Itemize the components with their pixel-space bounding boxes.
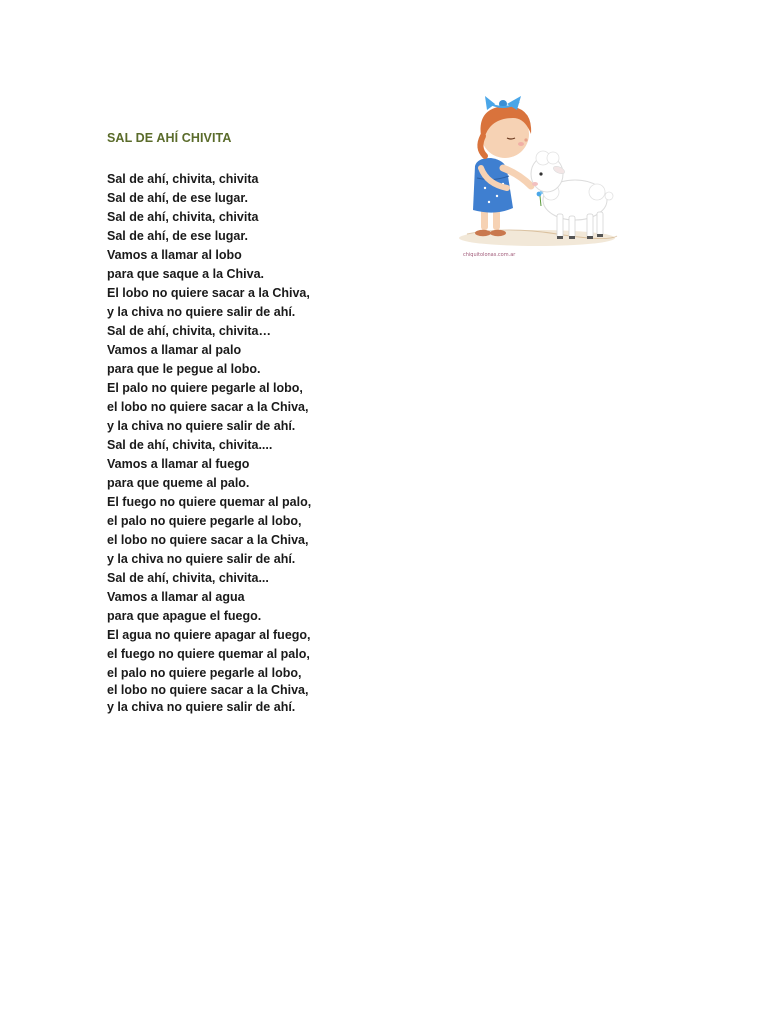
- poem-line: Sal de ahí, chivita, chivita…: [107, 324, 271, 338]
- poem-line: Sal de ahí, chivita, chivita...: [107, 571, 269, 585]
- poem-line: Sal de ahí, de ese lugar.: [107, 229, 249, 243]
- poem-line: El lobo no quiere sacar a la Chiva,: [107, 286, 310, 300]
- poem-line: para que saque a la Chiva.: [107, 267, 265, 281]
- poem-line: y la chiva no quiere salir de ahí.: [107, 419, 296, 433]
- poem-line: el lobo no quiere sacar a la Chiva,: [107, 683, 309, 697]
- poem-line: Vamos a llamar al fuego: [107, 457, 250, 471]
- poem-line: para que le pegue al lobo.: [107, 362, 261, 376]
- poem-line: y la chiva no quiere salir de ahí.: [107, 700, 296, 714]
- poem-line: el lobo no quiere sacar a la Chiva,: [107, 400, 309, 414]
- poem-line: El fuego no quiere quemar al palo,: [107, 495, 312, 509]
- poem-line: Sal de ahí, chivita, chivita....: [107, 438, 273, 452]
- poem-line: El agua no quiere apagar al fuego,: [107, 628, 311, 642]
- poem-line: Vamos a llamar al palo: [107, 343, 242, 357]
- poem-line: el fuego no quiere quemar al palo,: [107, 647, 310, 661]
- image-credit: chiquitolonas.com.ar: [463, 252, 516, 258]
- poem-line: Vamos a llamar al agua: [107, 590, 245, 604]
- poem-line: y la chiva no quiere salir de ahí.: [107, 552, 296, 566]
- poem-title: SAL DE AHÍ CHIVITA: [107, 131, 232, 145]
- poem-line: Sal de ahí, chivita, chivita: [107, 210, 259, 224]
- poem-body: [107, 170, 311, 717]
- poem-line: para que apague el fuego.: [107, 609, 262, 623]
- poem-line: Sal de ahí, de ese lugar.: [107, 191, 249, 205]
- poem-line: Sal de ahí, chivita, chivita: [107, 172, 259, 186]
- poem-line: el lobo no quiere sacar a la Chiva,: [107, 533, 309, 547]
- poem-line: El palo no quiere pegarle al lobo,: [107, 381, 303, 395]
- poem-line: el palo no quiere pegarle al lobo,: [107, 666, 302, 680]
- poem-line: y la chiva no quiere salir de ahí.: [107, 305, 296, 319]
- poem-line: el palo no quiere pegarle al lobo,: [107, 514, 302, 528]
- girl-and-lamb-illustration: [447, 88, 623, 270]
- poem-line: para que queme al palo.: [107, 476, 250, 490]
- poem-line: Vamos a llamar al lobo: [107, 248, 242, 262]
